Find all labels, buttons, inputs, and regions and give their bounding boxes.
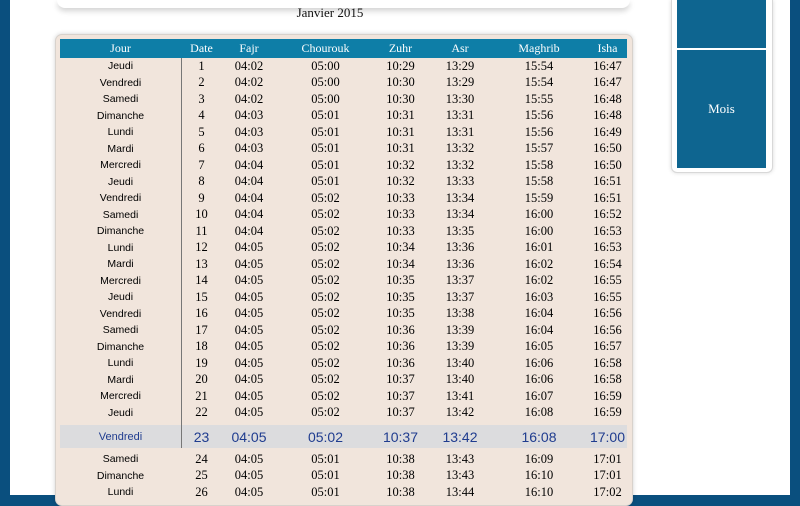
cell-isha: 17:01	[593, 451, 622, 466]
cell-day: Vendredi	[99, 307, 142, 320]
table-row	[60, 223, 627, 240]
cell-fajr: 04:05	[234, 306, 264, 321]
cell-fajr: 04:02	[234, 91, 264, 106]
header-jour: Jour	[110, 41, 131, 55]
header-fajr: Fajr	[239, 41, 259, 55]
cell-day: Dimanche	[96, 225, 145, 238]
cell-chourouk: 05:01	[311, 124, 340, 139]
cell-fajr: 04:04	[234, 190, 264, 205]
cell-day: Lundi	[107, 486, 134, 499]
cell-date: 15	[195, 289, 208, 304]
cell-fajr: 04:03	[234, 141, 264, 156]
table-row	[60, 141, 627, 158]
cell-chourouk: 05:01	[311, 157, 340, 172]
cell-zuhr: 10:31	[386, 141, 415, 156]
cell-day: Mercredi	[100, 390, 141, 403]
cell-chourouk: 05:02	[311, 405, 340, 420]
cell-asr: 13:34	[445, 190, 475, 205]
cell-isha: 16:56	[593, 322, 622, 337]
cell-chourouk: 05:02	[311, 273, 340, 288]
cell-isha: 16:58	[593, 372, 622, 387]
side-panel-top-button[interactable]	[677, 0, 766, 48]
cell-asr: 13:42	[442, 428, 478, 445]
cell-fajr: 04:04	[234, 157, 264, 172]
cell-isha: 16:52	[593, 207, 622, 222]
cell-chourouk: 05:01	[311, 141, 340, 156]
table-row	[60, 355, 627, 372]
table-row	[60, 405, 627, 422]
table-row	[60, 289, 627, 306]
cell-zuhr: 10:35	[386, 289, 415, 304]
cell-date: 4	[198, 108, 205, 123]
cell-date: 19	[195, 355, 208, 370]
cell-day: Dimanche	[96, 340, 145, 353]
cell-chourouk: 05:01	[311, 108, 340, 123]
cell-date: 14	[195, 273, 208, 288]
cell-chourouk: 05:02	[311, 306, 340, 321]
cell-fajr: 04:05	[234, 322, 264, 337]
cell-day: Samedi	[102, 208, 139, 221]
cell-date: 2	[198, 75, 205, 90]
side-panel	[671, 0, 773, 173]
cell-maghrib: 16:00	[524, 207, 554, 222]
cell-date: 26	[195, 484, 208, 499]
cell-date: 3	[198, 91, 205, 106]
table-row	[60, 58, 627, 75]
cell-fajr: 04:05	[234, 405, 264, 420]
cell-asr: 13:43	[445, 468, 475, 483]
cell-zuhr: 10:33	[386, 207, 415, 222]
cell-zuhr: 10:33	[386, 223, 415, 238]
cell-chourouk: 05:02	[311, 190, 340, 205]
cell-zuhr: 10:35	[386, 273, 415, 288]
cell-asr: 13:40	[445, 355, 475, 370]
cell-maghrib: 16:08	[521, 428, 557, 445]
cell-day: Mercredi	[100, 274, 141, 287]
cell-maghrib: 15:59	[524, 190, 554, 205]
cell-fajr: 04:04	[234, 207, 264, 222]
cell-fajr: 04:04	[234, 174, 264, 189]
cell-fajr: 04:05	[234, 339, 264, 354]
cell-isha: 17:02	[593, 484, 622, 499]
cell-maghrib: 15:56	[524, 124, 554, 139]
cell-maghrib: 16:07	[524, 388, 554, 403]
cell-fajr: 04:05	[234, 484, 264, 499]
cell-isha: 16:50	[593, 141, 622, 156]
cell-isha: 16:54	[593, 256, 622, 271]
cell-day: Jeudi	[107, 175, 134, 188]
cell-day: Lundi	[107, 241, 134, 254]
cell-chourouk: 05:01	[311, 174, 340, 189]
cell-chourouk: 05:02	[311, 388, 340, 403]
cell-isha: 16:48	[593, 91, 622, 106]
cell-chourouk: 05:00	[311, 58, 340, 73]
cell-isha: 16:53	[593, 223, 622, 238]
cell-date: 20	[195, 372, 208, 387]
cell-day: Samedi	[102, 453, 139, 466]
cell-asr: 13:39	[445, 339, 475, 354]
table-row	[60, 157, 627, 174]
table-row	[60, 468, 627, 485]
cell-isha: 16:55	[593, 289, 622, 304]
cell-zuhr: 10:38	[386, 451, 415, 466]
table-row	[60, 451, 627, 468]
cell-asr: 13:44	[445, 484, 475, 499]
cell-day: Lundi	[107, 126, 134, 139]
cell-chourouk: 05:00	[311, 91, 340, 106]
table-row	[60, 306, 627, 323]
cell-asr: 13:29	[445, 75, 475, 90]
table-row	[60, 322, 627, 339]
cell-isha: 16:50	[593, 157, 622, 172]
cell-isha: 16:59	[593, 388, 622, 403]
table-row	[60, 124, 627, 141]
cell-maghrib: 16:03	[524, 289, 554, 304]
table-row	[60, 273, 627, 290]
table-row	[60, 108, 627, 125]
cell-day: Vendredi	[98, 430, 143, 443]
cell-asr: 13:37	[445, 273, 475, 288]
cell-date: 13	[195, 256, 208, 271]
cell-asr: 13:36	[445, 256, 475, 271]
cell-date: 17	[195, 322, 208, 337]
cell-fajr: 04:05	[234, 451, 264, 466]
cell-date: 23	[193, 428, 210, 445]
cell-zuhr: 10:38	[386, 468, 415, 483]
cell-maghrib: 15:55	[524, 91, 554, 106]
cell-isha: 16:51	[593, 174, 622, 189]
cell-day: Dimanche	[96, 469, 145, 482]
cell-zuhr: 10:37	[386, 388, 415, 403]
cell-date: 12	[195, 240, 208, 255]
cell-day: Mercredi	[100, 159, 141, 172]
cell-zuhr: 10:33	[386, 190, 415, 205]
cell-fajr: 04:02	[234, 75, 264, 90]
header-date: Date	[190, 41, 213, 55]
table-row	[60, 91, 627, 108]
cell-chourouk: 05:00	[311, 75, 340, 90]
cell-zuhr: 10:31	[386, 108, 415, 123]
cell-fajr: 04:05	[231, 428, 267, 445]
table-row-today	[60, 425, 627, 448]
cell-asr: 13:42	[445, 405, 475, 420]
cell-asr: 13:35	[445, 223, 475, 238]
cell-date: 6	[198, 141, 205, 156]
cell-isha: 16:51	[593, 190, 622, 205]
column-divider	[181, 58, 182, 448]
cell-asr: 13:39	[445, 322, 475, 337]
cell-maghrib: 16:08	[524, 405, 554, 420]
cell-chourouk: 05:02	[311, 223, 340, 238]
cell-fajr: 04:05	[234, 355, 264, 370]
cell-date: 11	[195, 223, 208, 238]
cell-day: Lundi	[107, 357, 134, 370]
cell-day: Mardi	[107, 142, 134, 155]
table-row	[60, 339, 627, 356]
cell-isha: 16:56	[593, 306, 622, 321]
cell-maghrib: 16:02	[524, 256, 554, 271]
table-row	[60, 207, 627, 224]
cell-fajr: 04:02	[234, 58, 264, 73]
cell-day: Mardi	[107, 373, 134, 386]
cell-chourouk: 05:01	[311, 468, 340, 483]
cell-isha: 16:47	[593, 75, 622, 90]
cell-maghrib: 16:06	[524, 372, 554, 387]
cell-maghrib: 16:02	[524, 273, 554, 288]
cell-asr: 13:37	[445, 289, 475, 304]
cell-maghrib: 16:10	[524, 484, 554, 499]
table-body	[60, 58, 627, 501]
cell-maghrib: 16:00	[524, 223, 554, 238]
cell-isha: 16:55	[593, 273, 622, 288]
table-row	[60, 388, 627, 405]
cell-day: Samedi	[102, 93, 139, 106]
cell-zuhr: 10:38	[386, 484, 415, 499]
cell-date: 1	[198, 58, 205, 73]
cell-day: Samedi	[102, 324, 139, 337]
cell-maghrib: 15:58	[524, 157, 554, 172]
cell-zuhr: 10:34	[386, 240, 415, 255]
cell-isha: 17:01	[593, 468, 622, 483]
cell-chourouk: 05:02	[311, 372, 340, 387]
cell-day: Jeudi	[107, 406, 134, 419]
header-zuhr: Zuhr	[388, 41, 413, 55]
header-chourouk: Chourouk	[301, 41, 350, 55]
cell-date: 16	[195, 306, 208, 321]
cell-chourouk: 05:02	[311, 240, 340, 255]
cell-isha: 16:57	[593, 339, 622, 354]
cell-maghrib: 15:58	[524, 174, 554, 189]
cell-maghrib: 16:04	[524, 322, 554, 337]
cell-day: Vendredi	[99, 192, 142, 205]
cell-asr: 13:31	[445, 108, 475, 123]
cell-asr: 13:43	[445, 451, 475, 466]
cell-maghrib: 15:56	[524, 108, 554, 123]
table-row	[60, 256, 627, 273]
cell-maghrib: 16:10	[524, 468, 554, 483]
header-isha: Isha	[597, 41, 618, 55]
cell-chourouk: 05:01	[311, 484, 340, 499]
cell-maghrib: 16:01	[524, 240, 554, 255]
cell-zuhr: 10:36	[386, 322, 415, 337]
cell-fajr: 04:05	[234, 289, 264, 304]
cell-date: 25	[195, 468, 208, 483]
header-maghrib: Maghrib	[518, 41, 560, 55]
cell-asr: 13:34	[445, 207, 475, 222]
cell-chourouk: 05:01	[311, 451, 340, 466]
cell-asr: 13:38	[445, 306, 475, 321]
cell-day: Vendredi	[99, 76, 142, 89]
cell-zuhr: 10:31	[386, 124, 415, 139]
table-header-row	[60, 39, 627, 58]
cell-date: 24	[195, 451, 208, 466]
cell-chourouk: 05:02	[311, 256, 340, 271]
cell-asr: 13:32	[445, 141, 475, 156]
cell-maghrib: 16:06	[524, 355, 554, 370]
cell-maghrib: 16:05	[524, 339, 554, 354]
cell-day: Mardi	[107, 258, 134, 271]
cell-chourouk: 05:02	[311, 207, 340, 222]
cell-isha: 16:49	[593, 124, 622, 139]
cell-chourouk: 05:02	[311, 339, 340, 354]
cell-date: 5	[198, 124, 205, 139]
cell-zuhr: 10:34	[386, 256, 415, 271]
cell-isha: 17:00	[589, 428, 626, 445]
cell-zuhr: 10:32	[386, 157, 415, 172]
cell-zuhr: 10:37	[386, 405, 415, 420]
cell-date: 21	[195, 388, 208, 403]
table-row	[60, 372, 627, 389]
cell-fajr: 04:05	[234, 240, 264, 255]
cell-zuhr: 10:29	[386, 58, 415, 73]
cell-fajr: 04:05	[234, 273, 264, 288]
prayer-times-table	[55, 34, 633, 506]
cell-zuhr: 10:36	[386, 355, 415, 370]
cell-fajr: 04:05	[234, 372, 264, 387]
table-row	[60, 190, 627, 207]
cell-chourouk: 05:02	[311, 289, 340, 304]
cell-fajr: 04:04	[234, 223, 264, 238]
table-row	[60, 484, 627, 501]
table-row	[60, 174, 627, 191]
cell-maghrib: 16:09	[524, 451, 554, 466]
cell-maghrib: 15:54	[524, 58, 554, 73]
cell-fajr: 04:03	[234, 108, 264, 123]
cell-isha: 16:47	[593, 58, 622, 73]
cell-date: 9	[198, 190, 205, 205]
cell-chourouk: 05:02	[311, 355, 340, 370]
cell-asr: 13:40	[445, 372, 475, 387]
cell-maghrib: 15:54	[524, 75, 554, 90]
cell-chourouk: 05:02	[311, 322, 340, 337]
table-row	[60, 75, 627, 92]
cell-isha: 16:58	[593, 355, 622, 370]
cell-maghrib: 16:04	[524, 306, 554, 321]
cell-zuhr: 10:37	[382, 428, 419, 445]
cell-isha: 16:59	[593, 405, 622, 420]
cell-asr: 13:36	[445, 240, 475, 255]
cell-fajr: 04:05	[234, 388, 264, 403]
cell-date: 18	[195, 339, 208, 354]
cell-date: 10	[195, 207, 208, 222]
cell-date: 7	[198, 157, 205, 172]
cell-asr: 13:31	[445, 124, 475, 139]
cell-zuhr: 10:37	[386, 372, 415, 387]
cell-asr: 13:32	[445, 157, 475, 172]
cell-isha: 16:48	[593, 108, 622, 123]
month-title: Janvier 2015	[296, 5, 364, 20]
cell-fajr: 04:05	[234, 468, 264, 483]
cell-zuhr: 10:36	[386, 339, 415, 354]
cell-asr: 13:41	[445, 388, 475, 403]
cell-asr: 13:29	[445, 58, 475, 73]
cell-isha: 16:53	[593, 240, 622, 255]
cell-zuhr: 10:32	[386, 174, 415, 189]
cell-maghrib: 15:57	[524, 141, 554, 156]
cell-date: 22	[195, 405, 208, 420]
cell-asr: 13:33	[445, 174, 475, 189]
cell-fajr: 04:05	[234, 256, 264, 271]
cell-chourouk: 05:02	[307, 428, 344, 445]
mois-button[interactable]: Mois	[677, 50, 766, 168]
table-row	[60, 240, 627, 257]
cell-zuhr: 10:30	[386, 91, 415, 106]
cell-day: Jeudi	[107, 291, 134, 304]
cell-day: Dimanche	[96, 109, 145, 122]
cell-day: Jeudi	[107, 60, 134, 73]
cell-zuhr: 10:30	[386, 75, 415, 90]
cell-date: 8	[198, 174, 205, 189]
page	[10, 0, 790, 499]
header-asr: Asr	[451, 41, 469, 55]
cell-fajr: 04:03	[234, 124, 264, 139]
cell-asr: 13:30	[445, 91, 475, 106]
cell-zuhr: 10:35	[386, 306, 415, 321]
